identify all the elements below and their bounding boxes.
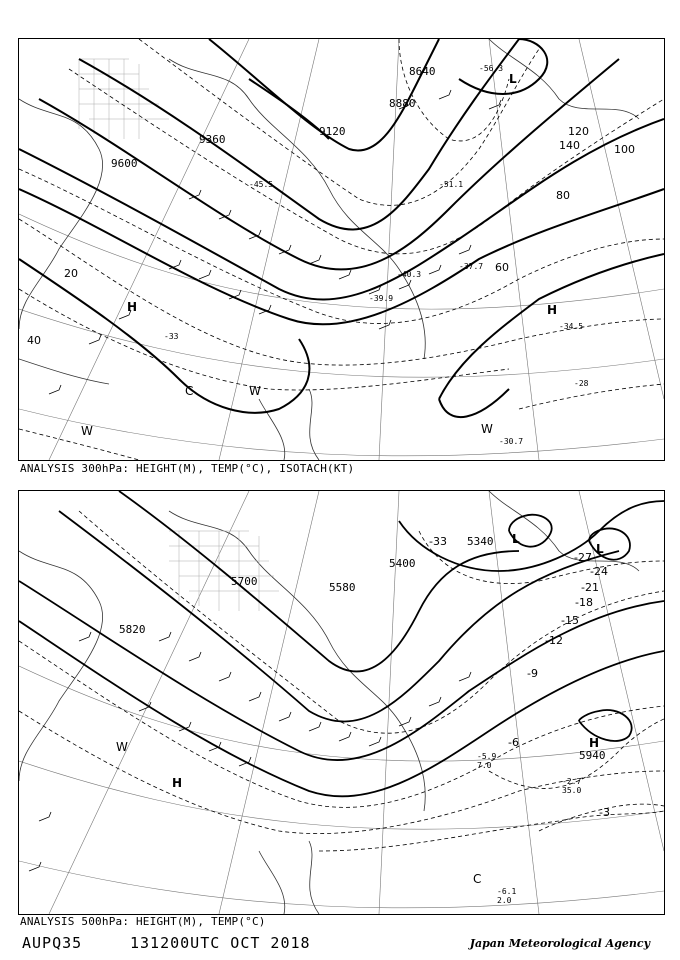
- station-value: -6.1: [497, 887, 517, 896]
- isotherm-label: -18: [575, 596, 593, 609]
- map-500hpa: [19, 491, 664, 914]
- height-label: 5400: [389, 557, 416, 570]
- station-value: 7.0: [477, 761, 492, 770]
- chart-identifier: AUPQ35: [22, 934, 83, 952]
- height-label: 9360: [199, 133, 226, 146]
- panel-caption-500hpa: ANALYSIS 500hPa: HEIGHT(M), TEMP(°C): [20, 915, 266, 928]
- warm-center: W: [249, 384, 261, 398]
- isotach-label: 100: [614, 143, 635, 156]
- temp-label: -30.7: [499, 437, 524, 446]
- high-center: H: [172, 776, 183, 790]
- chart-panel-500hpa: [18, 490, 665, 915]
- warm-center: W: [81, 424, 93, 438]
- isotherm-label: -15: [561, 614, 579, 627]
- temp-label: -33: [164, 332, 179, 341]
- height-label: 8880: [389, 97, 416, 110]
- height-label: 5940: [579, 749, 606, 762]
- isotherm-label: -33: [429, 535, 447, 548]
- height-label: 5340: [467, 535, 494, 548]
- height-label: 9120: [319, 125, 346, 138]
- wind-barbs: [29, 632, 471, 871]
- isotach-label: 40: [27, 334, 41, 347]
- isotherms: [19, 511, 664, 851]
- low-center: L: [509, 72, 517, 86]
- height-label: 5700: [231, 575, 258, 588]
- isotach-hatch: [79, 59, 169, 139]
- system-centers: [116, 532, 604, 886]
- temperature-labels: [164, 64, 589, 446]
- temp-label: -45.5: [249, 180, 274, 189]
- cold-center: C: [185, 384, 194, 398]
- high-center: H: [547, 303, 558, 317]
- height-labels: [119, 535, 606, 762]
- temp-label: -51.1: [439, 180, 464, 189]
- map-300hpa: [19, 39, 664, 460]
- isotach-label: 140: [559, 139, 580, 152]
- station-values: [477, 752, 581, 905]
- station-value: -5.9: [477, 752, 497, 761]
- grid-hatch: [169, 531, 279, 611]
- isotach-label: 120: [568, 125, 589, 138]
- station-value: 35.0: [562, 786, 582, 795]
- height-label: 9600: [111, 157, 138, 170]
- isotherm-label: -21: [581, 581, 599, 594]
- coastlines: [19, 39, 639, 460]
- wind-barbs: [49, 90, 501, 394]
- isotherm-label: -9: [527, 667, 538, 680]
- low-center: L: [596, 542, 604, 556]
- isotherm-label: -24: [590, 565, 608, 578]
- height-contours: [19, 39, 664, 417]
- station-value: -2.7: [562, 777, 582, 786]
- high-center: H: [589, 736, 600, 750]
- agency-credit: Japan Meteorological Agency: [469, 937, 650, 950]
- station-value: 2.0: [497, 896, 512, 905]
- isotherm-label: -3: [599, 806, 610, 819]
- panel-caption-300hpa: ANALYSIS 300hPa: HEIGHT(M), TEMP(°C), ISOTACH(KT): [20, 462, 355, 475]
- low-center: L: [512, 532, 520, 546]
- temp-label: -34.5: [559, 322, 584, 331]
- isotherm-label: -12: [545, 634, 563, 647]
- chart-panel-300hpa: [18, 38, 665, 461]
- isotach-label: 20: [64, 267, 78, 280]
- temp-label: -28: [574, 379, 589, 388]
- isotherm-label: -6: [508, 736, 519, 749]
- warm-center: W: [116, 740, 128, 754]
- height-label: 5580: [329, 581, 356, 594]
- temp-label: -40.3: [397, 270, 422, 279]
- temp-label: -37.7: [459, 262, 484, 271]
- valid-time: 131200UTC OCT 2018: [130, 934, 311, 952]
- cold-center: C: [473, 872, 482, 886]
- temp-label: -39.9: [369, 294, 394, 303]
- height-labels: [111, 65, 436, 170]
- height-label: 8640: [409, 65, 436, 78]
- warm-center: W: [481, 422, 493, 436]
- height-label: 5820: [119, 623, 146, 636]
- high-center: H: [127, 300, 138, 314]
- isotach-label: 60: [495, 261, 509, 274]
- temp-label: -56.3: [479, 64, 504, 73]
- isotach-label: 80: [556, 189, 570, 202]
- isotherm-label: -27: [574, 551, 592, 564]
